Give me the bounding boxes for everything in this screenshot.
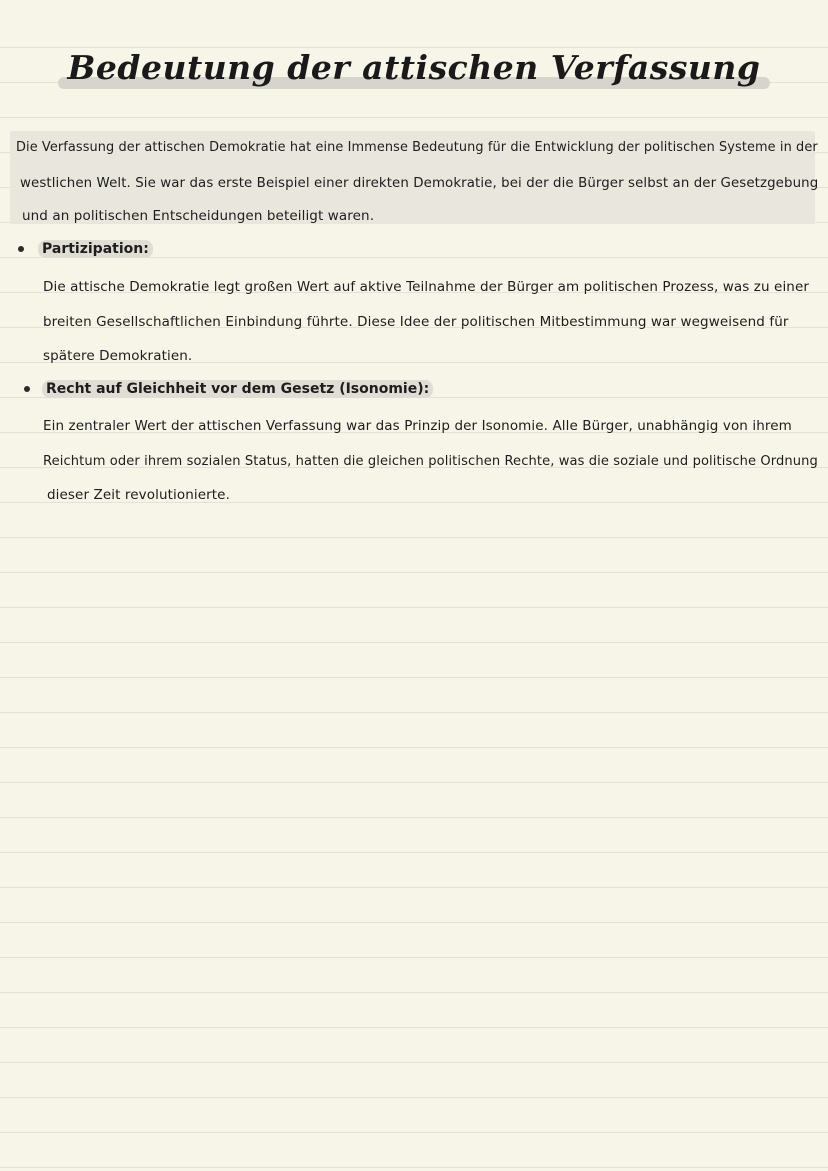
section-2-line-3: dieser Zeit revolutionierte.: [47, 487, 230, 503]
section-heading-text: Recht auf Gleichheit vor dem Gesetz (Isonomie):: [42, 380, 433, 398]
bullet-icon: [24, 386, 30, 392]
section-1-line-3: spätere Demokratien.: [43, 348, 193, 364]
intro-line-2: westlichen Welt. Sie war das erste Beispiel einer direkten Demokratie, bei der die Bürger selbst an der Gesetzgebung: [20, 175, 819, 191]
page-title: Bedeutung der attischen Verfassung: [60, 48, 769, 87]
section-heading-isonomie: [42, 381, 433, 397]
section-1-line-1: Die attische Demokratie legt großen Wert auf aktive Teilnahme der Bürger am politischen Prozess, was zu einer: [43, 279, 810, 295]
section-2-line-2: Reichtum oder ihrem sozialen Status, hatten die gleichen politischen Rechte, was die soziale und politische Ordnung: [43, 453, 818, 469]
section-1-line-2: breiten Gesellschaftlichen Einbindung führte. Diese Idee der politischen Mitbestimmung war wegweisend für: [43, 314, 789, 330]
title-wrapper: [0, 48, 828, 87]
bullet-icon: [18, 246, 24, 252]
section-heading-partizipation: [38, 241, 153, 257]
section-heading-text: Partizipation:: [38, 240, 153, 258]
intro-line-3: und an politischen Entscheidungen beteiligt waren.: [22, 208, 375, 224]
intro-line-1: Die Verfassung der attischen Demokratie hat eine Immense Bedeutung für die Entwicklung der politischen Systeme in der: [16, 139, 818, 155]
section-2-line-1: Ein zentraler Wert der attischen Verfassung war das Prinzip der Isonomie. Alle Bürger, unabhängig von ihrem: [43, 418, 792, 434]
